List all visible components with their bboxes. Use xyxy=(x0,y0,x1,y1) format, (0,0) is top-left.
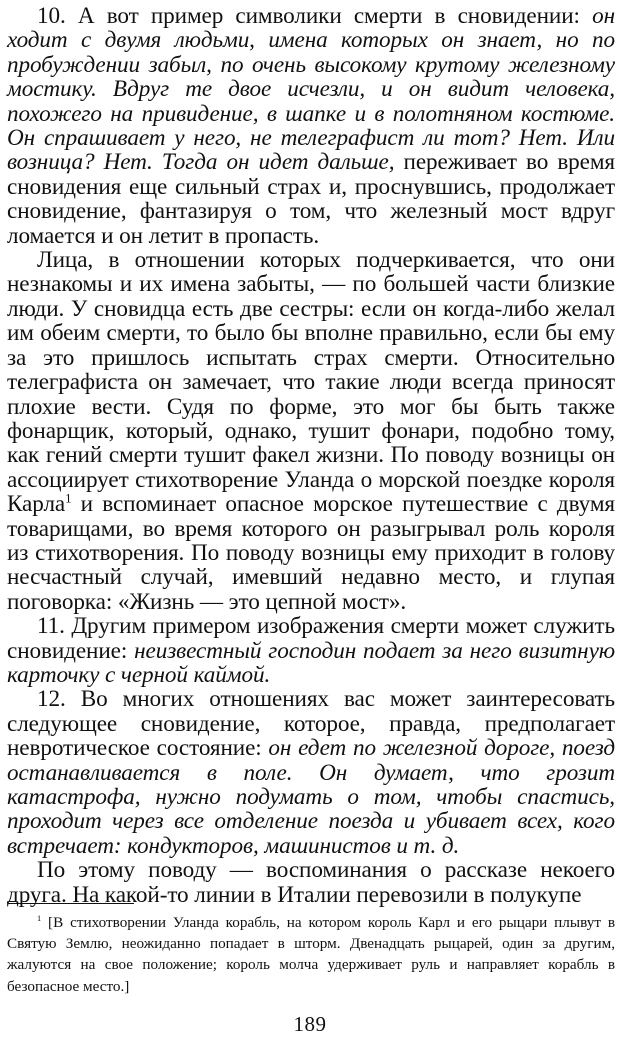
paragraph-10 xyxy=(7,4,615,248)
paragraph-12-dream: он едет по железной дороге, поезд останавливается в поле. Он думает, что грозит катастрофа, нужно подумать о том, чтобы спастись, проходит через все отделение поезда и убивает всех, кого встречает: кондукторов, машинистов и т. д. xyxy=(7,735,616,859)
paragraph-11-intro: 11. Другим примером изображения смерти может служить сновидение: xyxy=(7,613,615,664)
paragraph-10-intro: 10. А вот пример символики смерти в сновидении: xyxy=(37,3,593,29)
paragraph-continuation xyxy=(7,858,615,907)
footnote-reference: 1 xyxy=(65,491,72,506)
page-number: 189 xyxy=(293,1012,327,1036)
paragraph-10-dream: он ходит с двумя людьми, имена которых он знает, но по пробуждении забыл, по очень высокому крутому железному мостику. Вдруг те двое исчезли, и он видит человека, похожего на привидение, в шапке и в полотняном костюме. Он спрашивает у него, не телеграфист ли тот? Нет. Или возница? Нет. Тогда он идет дальше, xyxy=(7,3,615,176)
paragraph-11 xyxy=(7,614,615,687)
paragraph-12-intro: 12. Во многих отношениях вас может заинтересовать следующее сновидение, которое, правда, предполагает невротическое состояние: xyxy=(7,686,615,762)
paragraph-11-dream: неизвестный господин подает за него визитную карточку с черной каймой. xyxy=(7,637,616,688)
paragraph-analysis-part1: Лица, в отношении которых подчеркивается, что они незнакомы и их имена забыты, — по большей части близкие люди. У сновидца есть две сестры: если он когда-либо желал им обеим смерти, то было бы вполне правильно, если бы ему за это пришлось испытать страх смерти. Относительно телеграфиста он замечает, что такие люди всегда приносят плохие вести. Судя по форме, это мог бы быть также фонарщик, который, однако, тушит фонари, подобно тому, как гений смерти тушит факел жизни. По поводу возницы он ассоциирует стихотворение Уланда о морской поездке короля Карла xyxy=(7,247,615,518)
paragraph-analysis-part2: и вспоминает опасное морское путешествие с двумя товарищами, во время которого он разыгрывал роль короля из стихотворения. По поводу возницы ему приходит в голову несчастный случай, имевший недавно место, и глупая поговорка: «Жизнь — это цепной мост». xyxy=(7,491,615,615)
footnote xyxy=(7,912,615,997)
paragraph-continuation-text: По этому поводу — воспоминания о рассказе некоего друга. На какой-то линии в Италии перевозили в полукупе xyxy=(7,857,615,908)
paragraph-12 xyxy=(7,687,615,858)
paragraph-analysis xyxy=(7,248,615,614)
footnote-text: [В стихотворении Уланда корабль, на котором король Карл и его рыцари плывут в Святую Землю, неожиданно попадает в шторм. Двенадцать рыцарей, один за другим, жалуются на свое положение; король молча удерживает руль и направляет корабль в безопасное место.] xyxy=(7,914,615,995)
main-text xyxy=(7,4,615,907)
paragraph-10-rest: переживает во время сновидения еще сильный страх и, проснувшись, продолжает сновидение, фантазируя о том, что железный мост вдруг ломается и он летит в пропасть. xyxy=(7,149,615,249)
footnote-marker: 1 xyxy=(37,913,42,923)
footnote-divider xyxy=(8,903,134,904)
